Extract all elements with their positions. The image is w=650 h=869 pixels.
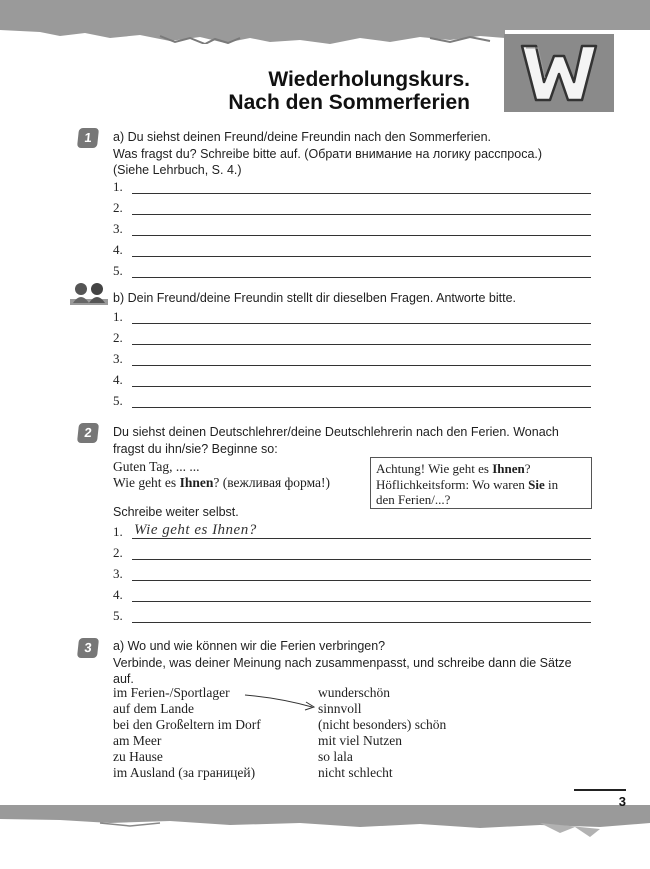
right-item[interactable]: (nicht besonders) schön: [318, 717, 447, 732]
pair-work-icon: [70, 281, 108, 307]
answer-line-1b-3[interactable]: 3.: [113, 351, 591, 369]
task-3-badge: 3: [77, 638, 99, 658]
answer-line-1b-2[interactable]: 2.: [113, 330, 591, 348]
answer-line-1a-4[interactable]: 4.: [113, 242, 591, 260]
left-item[interactable]: im Ausland (за границей): [113, 765, 256, 780]
task-1-badge: 1: [77, 128, 99, 148]
right-item[interactable]: nicht schlecht: [318, 765, 393, 780]
answer-line-2-4[interactable]: 4.: [113, 587, 591, 605]
hint-box: Achtung! Wie geht es Ihnen? Höflichkeitsform: Wo waren Sie in den Ferien/...?: [370, 457, 592, 509]
answer-line-1b-4[interactable]: 4.: [113, 372, 591, 390]
left-item[interactable]: am Meer: [113, 733, 162, 748]
title-line-1: Wiederholungskurs.: [268, 68, 470, 91]
task-2-instruction: Du siehst deinen Deutschlehrer/deine Deutschlehrerin nach den Ferien. Wonach fragst du ihn/sie? Beginne so:: [113, 425, 559, 456]
right-item[interactable]: mit viel Nutzen: [318, 733, 402, 748]
left-item[interactable]: zu Hause: [113, 749, 163, 764]
task-3-instruction: a) Wo und wie können wir die Ferien verbringen? Verbinde, was deiner Meinung nach zusammenpasst, und schreibe dann die Sätze auf.: [113, 639, 572, 686]
matching-right-column: [318, 685, 518, 781]
left-item[interactable]: im Ferien-/Sportlager: [113, 685, 230, 700]
match-arrow-icon: [240, 690, 320, 714]
answer-line-1b-1[interactable]: 1.: [113, 309, 591, 327]
task-2-example: Guten Tag, ... ... Wie geht es Ihnen? (вежливая форма!): [113, 459, 331, 490]
w-letter-icon: [504, 34, 614, 112]
answer-line-1a-3[interactable]: 3.: [113, 221, 591, 239]
answer-line-1a-5[interactable]: 5.: [113, 263, 591, 281]
page-number: 3: [574, 789, 626, 809]
page-title: [180, 68, 470, 114]
handwritten-answer: Wie geht es Ihnen?: [134, 522, 257, 538]
right-item[interactable]: wunderschön: [318, 685, 390, 700]
left-item[interactable]: bei den Großeltern im Dorf: [113, 717, 261, 732]
left-item[interactable]: auf dem Lande: [113, 701, 194, 716]
section-logo: [504, 34, 614, 112]
answer-line-2-1[interactable]: 1. Wie geht es Ihnen?: [113, 524, 591, 542]
answer-line-2-5[interactable]: 5.: [113, 608, 591, 626]
answer-line-1a-2[interactable]: 2.: [113, 200, 591, 218]
right-item[interactable]: so lala: [318, 749, 353, 764]
title-line-2: Nach den Sommerferien: [228, 91, 470, 114]
right-item[interactable]: sinnvoll: [318, 701, 362, 716]
task-2-badge: 2: [77, 423, 99, 443]
task-2-continue-label: Schreibe weiter selbst.: [113, 505, 239, 519]
answer-line-2-2[interactable]: 2.: [113, 545, 591, 563]
footer-band: [0, 793, 650, 869]
task-1a-instruction: a) Du siehst deinen Freund/deine Freundin nach den Sommerferien. Was fragst du? Schreibe bitte auf. (Обрати внимание на логику расспроса.) (Siehe Lehrbuch, S. 4.): [113, 130, 543, 177]
task-1b-instruction: b) Dein Freund/deine Freundin stellt dir dieselben Fragen. Antworte bitte.: [113, 291, 517, 305]
answer-line-1a-1[interactable]: 1.: [113, 179, 591, 197]
answer-line-2-3[interactable]: 3.: [113, 566, 591, 584]
answer-line-1b-5[interactable]: 5.: [113, 393, 591, 411]
